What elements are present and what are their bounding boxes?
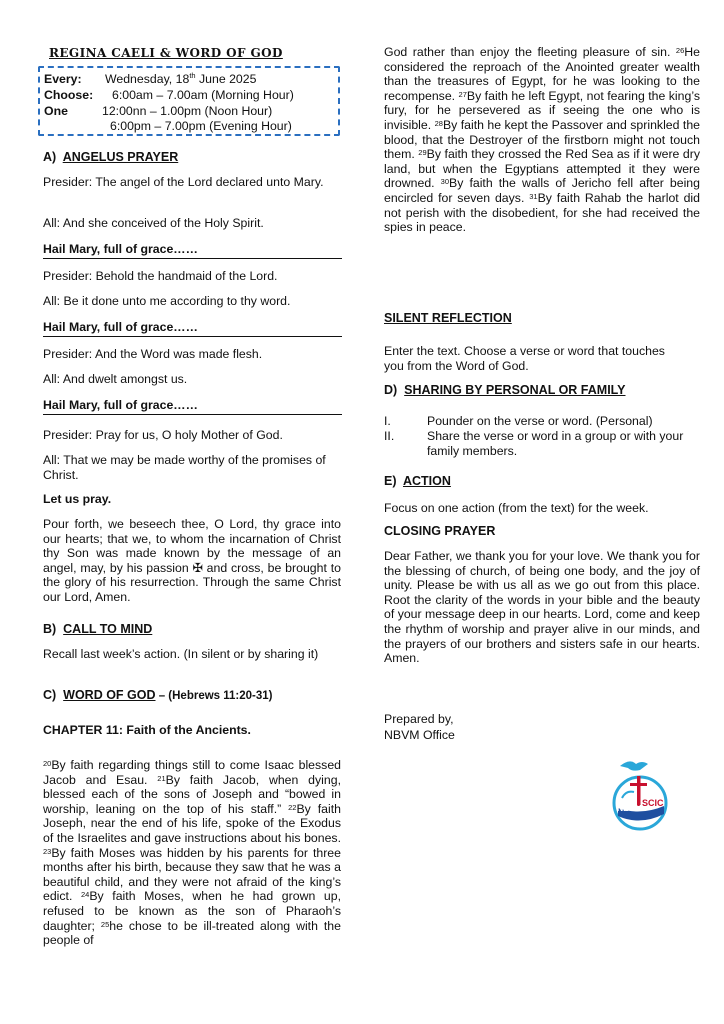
verse-text: By faith regarding things still to come Isaac blessed Jacob and Esau. bbox=[43, 758, 341, 787]
section-action-heading: E) ACTION bbox=[384, 474, 451, 488]
verse-text: By faith he kept the Passover and sprinkled the blood, that the Destroyer of the firstborn might not touch them. bbox=[384, 117, 701, 162]
verse-text: By faith Joseph, near the end of his life, spoke of the Exodus of the Israelites and gave instructions about his bones. bbox=[43, 801, 341, 845]
verse-text: By faith they crossed the Red Sea as if it were dry land, but when the Egyptians attempted it they were drowned. bbox=[384, 147, 700, 191]
verse-number: 20 bbox=[43, 759, 52, 768]
divider bbox=[43, 414, 342, 415]
chapter-title: CHAPTER 11: Faith of the Ancients. bbox=[43, 723, 251, 737]
section-word-of-god-heading: C) WORD OF GOD – (Hebrews 11:20-31) bbox=[43, 688, 273, 702]
angelus-presider-3: Presider: And the Word was made flesh. bbox=[43, 347, 263, 361]
angelus-all-3: All: And dwelt amongst us. bbox=[43, 372, 188, 386]
verse-number: 30 bbox=[440, 177, 450, 187]
list-item: I. Pounder on the verse or word. (Personal) bbox=[384, 414, 653, 428]
verse-text: God rather than enjoy the fleeting pleasure of sin. bbox=[384, 45, 676, 59]
verse-text: By faith he left Egypt, not fearing the king’s fury, for he persevered as if seeing the one who is invisible. bbox=[384, 88, 700, 132]
list-item: II. Share the verse or word in a group or with your family members. bbox=[384, 429, 684, 458]
prepared-by: Prepared by, bbox=[384, 712, 454, 726]
verse-text: He considered the reproach of the Anointed greater wealth than the treasures of Egypt, for he was looking to the recompense. bbox=[384, 45, 700, 103]
section-silent-reflection-heading: SILENT REFLECTION bbox=[384, 311, 512, 325]
hail-mary-1: Hail Mary, full of grace…… bbox=[43, 242, 198, 256]
schedule-slot-evening: 6:00pm – 7.00pm (Evening Hour) bbox=[110, 119, 292, 133]
angelus-all-4: All: That we may be made worthy of the promises of Christ. bbox=[43, 453, 326, 482]
page-title: REGINA CAELI & WORD OF GOD bbox=[49, 46, 283, 60]
verse-number: 27 bbox=[458, 89, 467, 99]
angelus-all-1: All: And she conceived of the Holy Spirit. bbox=[43, 216, 264, 230]
section-sharing-heading: D) SHARING BY PERSONAL OR FAMILY bbox=[384, 383, 626, 397]
verse-text: By faith Rahab the harlot did not perish with the disobedient, for she had received the spies in peace. bbox=[384, 190, 700, 235]
angelus-closing-prayer: Pour forth, we beseech thee, O Lord, thy grace into our hearts; that we, to whom the incarnation of Christ thy Son was made known by the message of an angel, may, by his passion ✠ and cross, be brought to the glory of his resurrection. Through the same Christ our Lord, Amen. bbox=[43, 517, 341, 604]
sharing-list bbox=[384, 414, 700, 459]
action-text: Focus on one action (from the text) for the week. bbox=[384, 501, 649, 515]
schedule-slot-noon: 12:00nn – 1.00pm (Noon Hour) bbox=[102, 104, 273, 118]
verse-number: 21 bbox=[157, 773, 166, 783]
let-us-pray: Let us pray. bbox=[43, 492, 112, 506]
cross-icon bbox=[637, 776, 641, 806]
verse-text: By faith Moses, when he had grown up, refused to be known as the son of Pharaoh’s daughter; bbox=[43, 889, 341, 933]
verse-number: 31 bbox=[529, 191, 538, 201]
divider bbox=[43, 258, 342, 259]
verse-number: 22 bbox=[288, 802, 297, 812]
angelus-all-2: All: Be it done unto me according to thy word. bbox=[43, 294, 291, 308]
schedule-label-one: One bbox=[44, 104, 68, 118]
schedule-box bbox=[38, 66, 340, 136]
cross-icon bbox=[630, 783, 647, 786]
schedule-date: Wednesday, 18th June 2025 bbox=[105, 71, 257, 86]
section-angelus-heading: A) ANGELUS PRAYER bbox=[43, 150, 179, 164]
section-call-to-mind-heading: B) CALL TO MIND bbox=[43, 622, 153, 636]
silent-reflection-text: Enter the text. Choose a verse or word that touches you from the Word of God. bbox=[384, 344, 665, 373]
scripture-left bbox=[43, 758, 341, 948]
angelus-presider-4: Presider: Pray for us, O holy Mother of God. bbox=[43, 428, 283, 442]
verse-number: 28 bbox=[434, 118, 443, 128]
schedule-label-choose: Choose: bbox=[44, 88, 94, 102]
verse-text: By faith the walls of Jericho fell after being encircled for seven days. bbox=[384, 176, 700, 205]
dove-icon bbox=[620, 761, 648, 770]
closing-prayer-text: Dear Father, we thank you for your love. We thank you for the blessing of church, of being one body, and the joy of unity. Please be with us all as we go out from this place. Root the clarity of the words in your bible and the beauty of your message deep in our hearts. Lord, come and keep the rhythm of worship and prayer alive in our minds, and the prayers of our brothers and sisters safe in our hearts. Amen. bbox=[384, 549, 700, 666]
call-to-mind-text: Recall last week’s action. (In silent or by sharing it) bbox=[43, 647, 319, 661]
prepared-office: NBVM Office bbox=[384, 728, 455, 742]
nbvm-scic-logo bbox=[606, 756, 672, 832]
hail-mary-3: Hail Mary, full of grace…… bbox=[43, 398, 198, 412]
section-closing-prayer-heading: CLOSING PRAYER bbox=[384, 524, 496, 538]
verse-number: 29 bbox=[418, 148, 427, 158]
verse-text: he chose to be ill-treated along with the people of bbox=[43, 918, 341, 948]
verse-number: 23 bbox=[43, 846, 52, 856]
angelus-presider-1: Presider: The angel of the Lord declared unto Mary. bbox=[43, 175, 324, 189]
hail-mary-2: Hail Mary, full of grace…… bbox=[43, 320, 198, 334]
scripture-right bbox=[384, 45, 700, 235]
verse-number: 24 bbox=[81, 890, 90, 900]
verse-number: 25 bbox=[100, 919, 110, 929]
schedule-label-every: Every: bbox=[44, 72, 82, 86]
divider bbox=[43, 336, 342, 337]
logo-text-nbvm: NBVM bbox=[617, 803, 643, 813]
logo-text-scic: SCIC bbox=[642, 798, 664, 808]
angelus-presider-2: Presider: Behold the handmaid of the Lord. bbox=[43, 269, 278, 283]
verse-text: By faith Jacob, when dying, blessed each of the sons of Joseph and “bowed in worship, leaning on the top of his staff.” bbox=[43, 772, 341, 816]
verse-text: By faith Moses was hidden by his parents for three months after his birth, because they saw that he was a beautiful child, and they were not afraid of the king’s edict. bbox=[43, 845, 341, 904]
schedule-slot-morning: 6:00am – 7.00am (Morning Hour) bbox=[112, 88, 294, 102]
verse-number: 26 bbox=[675, 46, 685, 55]
